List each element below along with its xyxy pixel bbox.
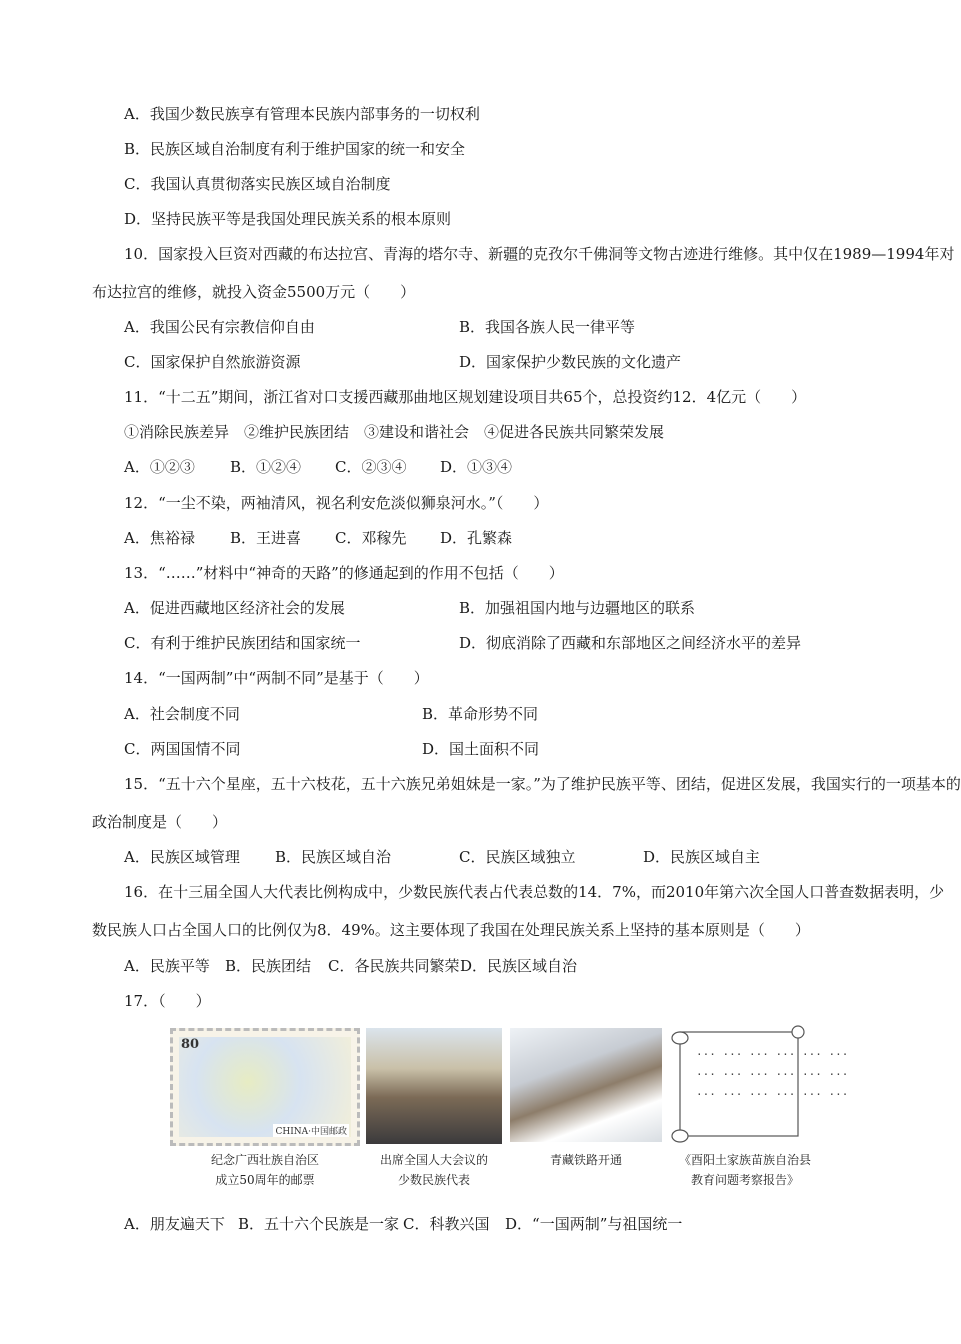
caption-delegates-line1: 出席全国人大会议的 xyxy=(379,1153,488,1167)
q12-option-d: D．孔繁森 xyxy=(440,529,513,547)
q10-option-b: B．我国各族人民一律平等 xyxy=(459,318,636,336)
q16-option-d: D．民族区域自治 xyxy=(460,957,578,975)
scroll-dots-1: ··· ··· ··· ··· ··· ··· xyxy=(696,1048,849,1061)
q10-option-d: D．国家保护少数民族的文化遗产 xyxy=(459,353,682,371)
q13-option-d: D．彻底消除了西藏和东部地区之间经济水平的差异 xyxy=(459,634,802,652)
q10-stem-line1: 10．国家投入巨资对西藏的布达拉宫、青海的塔尔寺、新疆的克孜尔千佛洞等文物古迹进行维修。其中仅在1989—1994年对 xyxy=(124,245,955,263)
caption-delegates-line2: 少数民族代表 xyxy=(397,1173,470,1187)
scroll-dots-3: ··· ··· ··· ··· ··· ··· xyxy=(696,1088,849,1101)
q16-option-c: C．各民族共同繁荣 xyxy=(328,957,460,975)
stamp-value: 80 xyxy=(181,1037,200,1052)
q17-stem: 17．（ ） xyxy=(124,992,211,1010)
q16-stem-line2: 数民族人口占全国人口的比例仅为8．49%。这主要体现了我国在处理民族关系上坚持的基本原则是（ ） xyxy=(92,921,810,939)
delegates-photo xyxy=(366,1028,502,1144)
q9-option-c: C．我国认真贯彻落实民族区域自治制度 xyxy=(124,175,391,193)
q13-option-c: C．有利于维护民族团结和国家统一 xyxy=(124,634,361,652)
stamp-image xyxy=(170,1028,360,1146)
caption-stamp-line2: 成立50周年的邮票 xyxy=(215,1173,315,1187)
report-scroll-image xyxy=(670,1024,849,1148)
q16-stem-line1: 16．在十三届全国人大代表比例构成中，少数民族代表占代表总数的14．7%，而2010年第六次全国人口普查数据表明，少 xyxy=(124,883,945,901)
caption-stamp-line1: 纪念广西壮族自治区 xyxy=(210,1153,319,1167)
caption-report-line2: 教育问题考察报告》 xyxy=(690,1173,799,1187)
q10-option-c: C．国家保护自然旅游资源 xyxy=(124,353,301,371)
q11-stem: 11．“十二五”期间，浙江省对口支援西藏那曲地区规划建设项目共65个，总投资约12．4亿元（ ） xyxy=(124,388,807,406)
q17-option-b: B．五十六个民族是一家 xyxy=(238,1215,400,1233)
q12-option-c: C．邓稼先 xyxy=(335,529,407,547)
q15-option-c: C．民族区域独立 xyxy=(459,848,576,866)
q15-option-d: D．民族区域自主 xyxy=(643,848,761,866)
q17-option-a: A．朋友遍天下 xyxy=(124,1215,225,1233)
q9-option-a: A．我国少数民族享有管理本民族内部事务的一切权利 xyxy=(124,105,480,123)
q11-option-c: C．②③④ xyxy=(335,458,407,476)
q11-option-d: D．①③④ xyxy=(440,458,513,476)
q14-option-b: B．革命形势不同 xyxy=(422,705,539,723)
caption-railway: 青藏铁路开通 xyxy=(549,1153,622,1167)
scroll-dots-2: ··· ··· ··· ··· ··· ··· xyxy=(696,1068,849,1081)
q14-stem: 14．“一国两制”中“两制不同”是基于（ ） xyxy=(124,669,429,687)
q11-option-a: A．①②③ xyxy=(124,458,195,476)
q13-option-b: B．加强祖国内地与边疆地区的联系 xyxy=(459,599,696,617)
q9-option-b: B．民族区域自治制度有利于维护国家的统一和安全 xyxy=(124,140,466,158)
q17-option-c: C．科教兴国 xyxy=(403,1215,490,1233)
q10-option-a: A．我国公民有宗教信仰自由 xyxy=(124,318,315,336)
q15-option-a: A．民族区域管理 xyxy=(124,848,240,866)
q15-option-b: B．民族区域自治 xyxy=(275,848,392,866)
q12-option-b: B．王进喜 xyxy=(230,529,302,547)
q16-option-a: A．民族平等 xyxy=(124,957,210,975)
q11-option-b: B．①②④ xyxy=(230,458,302,476)
q11-items: ①消除民族差异 ②维护民族团结 ③建设和谐社会 ④促进各民族共同繁荣发展 xyxy=(124,423,665,441)
q14-option-d: D．国土面积不同 xyxy=(422,740,540,758)
q10-stem-line2: 布达拉宫的维修，就投入资金5500万元（ ） xyxy=(92,283,416,301)
q17-image-strip xyxy=(168,1024,849,1194)
q12-option-a: A．焦裕禄 xyxy=(124,529,195,547)
caption-report-line1: 《酉阳土家族苗族自治县 xyxy=(678,1153,811,1167)
railway-photo xyxy=(510,1028,662,1142)
q17-option-d: D．“一国两制”与祖国统一 xyxy=(505,1215,683,1233)
q13-option-a: A．促进西藏地区经济社会的发展 xyxy=(124,599,345,617)
q12-stem: 12．“一尘不染，两袖清风，视名利安危淡似狮泉河水。”（ ） xyxy=(124,494,549,512)
q14-option-a: A．社会制度不同 xyxy=(124,705,240,723)
stamp-mark: CHINA·中国邮政 xyxy=(273,1124,349,1137)
q9-option-d: D．坚持民族平等是我国处理民族关系的根本原则 xyxy=(124,210,452,228)
q15-stem-line1: 15．“五十六个星座，五十六枝花，五十六族兄弟姐妹是一家。”为了维护民族平等、团结，促进区发展，我国实行的一项基本的 xyxy=(124,775,961,793)
q14-option-c: C．两国国情不同 xyxy=(124,740,241,758)
q15-stem-line2: 政治制度是（ ） xyxy=(92,813,228,831)
q16-option-b: B．民族团结 xyxy=(225,957,312,975)
q13-stem: 13．“……”材料中“神奇的天路”的修通起到的作用不包括（ ） xyxy=(124,564,564,582)
